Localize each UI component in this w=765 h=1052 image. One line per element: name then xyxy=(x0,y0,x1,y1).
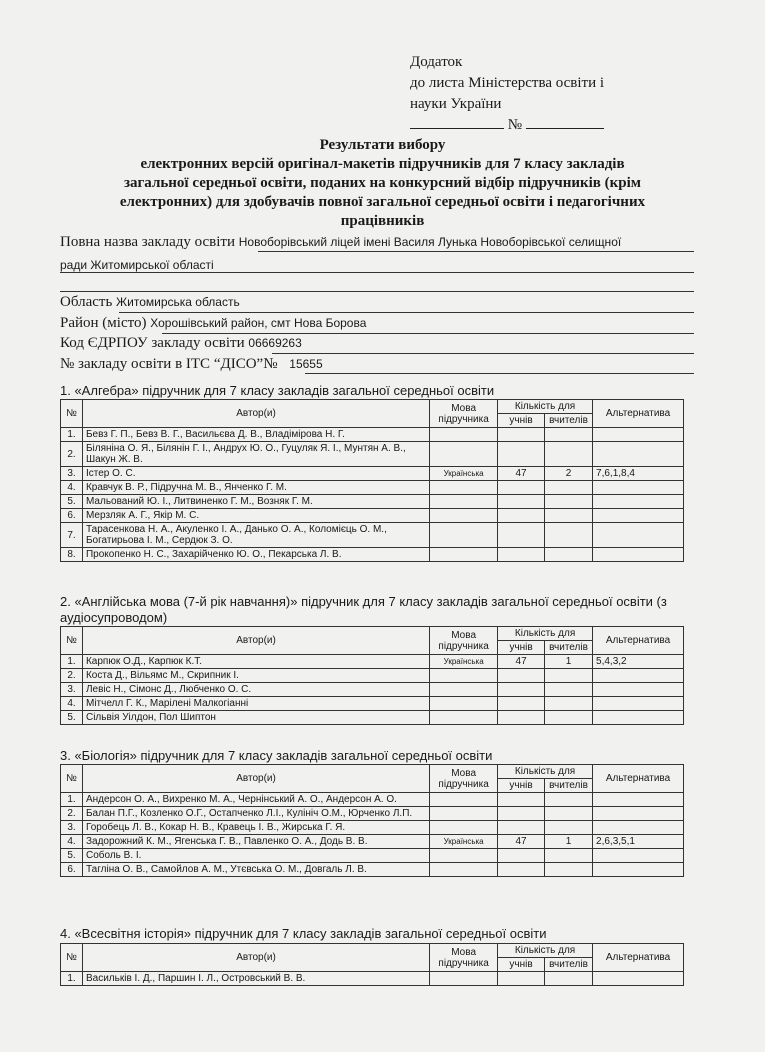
row-teachers xyxy=(545,793,593,807)
row-alternative xyxy=(593,548,684,562)
row-number: 1. xyxy=(61,972,83,986)
itc-field xyxy=(60,356,323,373)
row-authors: Левіс Н., Сімонс Д., Любченко О. С. xyxy=(82,683,429,697)
row-authors: Балан П.Г., Козленко О.Г., Остапченко Л.І., Кулініч О.М., Юрченко Л.П. xyxy=(82,807,429,821)
row-alternative xyxy=(593,509,684,523)
row-alternative xyxy=(593,849,684,863)
table-row xyxy=(61,655,684,669)
table-header-row xyxy=(61,944,684,958)
col-lang-header: Мова підручника xyxy=(430,627,498,655)
addendum-line: науки України xyxy=(410,96,502,112)
row-students xyxy=(498,697,545,711)
col-lang-header: Мова підручника xyxy=(430,400,498,428)
row-students: 47 xyxy=(498,835,545,849)
row-number: 5. xyxy=(61,849,83,863)
row-alternative xyxy=(593,711,684,725)
table-row xyxy=(61,523,684,548)
rayon-field xyxy=(60,315,366,332)
row-teachers xyxy=(545,807,593,821)
table-row xyxy=(61,495,684,509)
row-alternative xyxy=(593,972,684,986)
col-students-header: учнів xyxy=(498,414,545,428)
title-line: електронних) для здобувачів повної загальної середньої освіти і педагогічних xyxy=(119,194,646,210)
row-students xyxy=(498,821,545,835)
row-teachers xyxy=(545,495,593,509)
row-teachers xyxy=(545,523,593,548)
row-authors: Горобець Л. В., Кокар Н. В., Кравець І. В., Жирська Г. Я. xyxy=(82,821,429,835)
row-number: 5. xyxy=(61,495,83,509)
row-number: 1. xyxy=(61,428,83,442)
row-language xyxy=(430,428,498,442)
row-authors: Соболь В. І. xyxy=(82,849,429,863)
field-label: Район (місто) xyxy=(60,315,147,331)
number-sign: № xyxy=(507,117,523,133)
row-alternative xyxy=(593,442,684,467)
row-language xyxy=(430,683,498,697)
row-language xyxy=(430,863,498,877)
table-row xyxy=(61,669,684,683)
table-row xyxy=(61,428,684,442)
school-name-field xyxy=(60,234,621,251)
field-value: Хорошівський район, смт Нова Борова xyxy=(150,316,367,330)
row-students xyxy=(498,683,545,697)
row-alternative xyxy=(593,669,684,683)
row-students xyxy=(498,481,545,495)
col-count-header: Кількість для xyxy=(498,400,593,414)
row-students xyxy=(498,793,545,807)
row-authors: Прокопенко Н. С., Захарійченко Ю. О., Пекарська Л. В. xyxy=(82,548,429,562)
col-count-header: Кількість для xyxy=(498,765,593,779)
row-language: Українська xyxy=(430,835,498,849)
title-line: загальної середньої освіти, поданих на конкурсний відбір підручників (крім xyxy=(123,175,642,191)
row-number: 5. xyxy=(61,711,83,725)
col-author-header: Автор(и) xyxy=(82,627,429,655)
col-students-header: учнів xyxy=(498,958,545,972)
col-teachers-header: вчителів xyxy=(545,641,593,655)
row-authors: Бевз Г. П., Бевз В. Г., Васильєва Д. В., Владімірова Н. Г. xyxy=(82,428,429,442)
row-language xyxy=(430,548,498,562)
col-alt-header: Альтернатива xyxy=(593,627,684,655)
row-authors: Задорожний К. М., Ягенська Г. В., Павленко О. А., Додь В. В. xyxy=(82,835,429,849)
row-language: Українська xyxy=(430,467,498,481)
table-row xyxy=(61,683,684,697)
col-num-header: № xyxy=(61,944,83,972)
row-teachers xyxy=(545,481,593,495)
row-number: 3. xyxy=(61,683,83,697)
col-num-header: № xyxy=(61,765,83,793)
letter-number-line xyxy=(410,116,604,134)
row-authors: Тарасенкова Н. А., Акуленко І. А., Данько О. А., Коломієць О. М., Богатирьова І. М., Сердюк З. О. xyxy=(82,523,429,548)
col-author-header: Автор(и) xyxy=(82,400,429,428)
row-language xyxy=(430,807,498,821)
row-alternative: 5,4,3,2 xyxy=(593,655,684,669)
table-row xyxy=(61,807,684,821)
section-heading: 3. «Біологія» підручник для 7 класу закладів загальної середньої освіти xyxy=(60,748,493,763)
row-authors: Васильків І. Д., Паршин І. Л., Островський В. В. xyxy=(82,972,429,986)
col-teachers-header: вчителів xyxy=(545,414,593,428)
field-value: 15655 xyxy=(289,357,323,371)
row-students xyxy=(498,807,545,821)
row-students xyxy=(498,442,545,467)
row-teachers xyxy=(545,711,593,725)
field-label: № закладу освіти в ІТС “ДІСО”№ xyxy=(60,356,278,372)
table-row xyxy=(61,793,684,807)
row-authors: Мітчелл Г. К., Марілені Малкогіанні xyxy=(82,697,429,711)
col-students-header: учнів xyxy=(498,779,545,793)
addendum-block xyxy=(410,52,604,115)
row-language xyxy=(430,523,498,548)
row-authors: Мальований Ю. І., Литвиненко Г. М., Возняк Г. М. xyxy=(82,495,429,509)
row-number: 4. xyxy=(61,697,83,711)
row-teachers: 1 xyxy=(545,655,593,669)
row-teachers xyxy=(545,428,593,442)
row-alternative: 2,6,3,5,1 xyxy=(593,835,684,849)
edrpou-field xyxy=(60,335,302,352)
field-label: Область xyxy=(60,294,113,310)
row-students: 47 xyxy=(498,655,545,669)
row-authors: Коста Д., Вільямс М., Скрипник І. xyxy=(82,669,429,683)
textbook-table xyxy=(60,943,684,986)
row-authors: Кравчук В. Р., Підручна М. В., Янченко Г. М. xyxy=(82,481,429,495)
field-value: ради Житомирської області xyxy=(60,258,214,272)
row-number: 8. xyxy=(61,548,83,562)
row-authors: Істер О. С. xyxy=(82,467,429,481)
table-header-row xyxy=(61,627,684,641)
row-authors: Білянiна О. Я., Білянін Г. І., Андрух Ю. О., Гуцуляк Я. І., Мунтян А. В., Шакун Ж. В. xyxy=(82,442,429,467)
row-teachers xyxy=(545,849,593,863)
row-teachers xyxy=(545,821,593,835)
row-students xyxy=(498,863,545,877)
table-row xyxy=(61,509,684,523)
table-row xyxy=(61,863,684,877)
col-num-header: № xyxy=(61,627,83,655)
row-number: 4. xyxy=(61,835,83,849)
row-teachers xyxy=(545,683,593,697)
row-students xyxy=(498,711,545,725)
row-teachers xyxy=(545,669,593,683)
title-line: Результати вибору xyxy=(319,137,446,153)
field-label: Код ЄДРПОУ закладу освіти xyxy=(60,335,245,351)
title-line: працівників xyxy=(340,213,425,229)
row-teachers xyxy=(545,863,593,877)
table-row xyxy=(61,481,684,495)
row-teachers xyxy=(545,548,593,562)
addendum-line: до листа Міністерства освіти і xyxy=(410,75,605,91)
row-number: 1. xyxy=(61,793,83,807)
row-language xyxy=(430,697,498,711)
table-row xyxy=(61,697,684,711)
field-value: Новоборівський ліцей імені Василя Лунька Новоборівської селищної xyxy=(238,235,622,249)
table-header-row xyxy=(61,765,684,779)
col-lang-header: Мова підручника xyxy=(430,944,498,972)
field-label: Повна назва закладу освіти xyxy=(60,234,236,250)
row-language: Українська xyxy=(430,655,498,669)
row-language xyxy=(430,442,498,467)
section-heading: 4. «Всесвітня історія» підручник для 7 класу закладів загальної середньої освіти xyxy=(60,926,547,941)
row-alternative xyxy=(593,523,684,548)
table-row xyxy=(61,548,684,562)
section-heading: 2. «Англійська мова (7-й рік навчання)» підручник для 7 класу закладів загальної середньої освіти (з аудіосупроводом) xyxy=(60,594,667,625)
textbook-table xyxy=(60,764,684,877)
row-alternative xyxy=(593,863,684,877)
row-authors: Тагліна О. В., Самойлов А. М., Утєвська О. М., Довгаль Л. В. xyxy=(82,863,429,877)
row-alternative xyxy=(593,428,684,442)
row-teachers xyxy=(545,442,593,467)
row-teachers xyxy=(545,509,593,523)
row-language xyxy=(430,509,498,523)
textbook-table xyxy=(60,399,684,562)
row-authors: Мерзляк А. Г., Якір М. С. xyxy=(82,509,429,523)
col-students-header: учнів xyxy=(498,641,545,655)
row-number: 3. xyxy=(61,821,83,835)
row-alternative xyxy=(593,481,684,495)
textbook-table xyxy=(60,626,684,725)
row-students xyxy=(498,495,545,509)
row-language xyxy=(430,972,498,986)
row-students: 47 xyxy=(498,467,545,481)
row-alternative xyxy=(593,697,684,711)
row-teachers: 1 xyxy=(545,835,593,849)
table-row xyxy=(61,972,684,986)
addendum-line: Додаток xyxy=(410,54,463,70)
row-alternative xyxy=(593,821,684,835)
table-row xyxy=(61,442,684,467)
row-language xyxy=(430,669,498,683)
row-alternative xyxy=(593,495,684,509)
table-row xyxy=(61,835,684,849)
row-language xyxy=(430,711,498,725)
col-num-header: № xyxy=(61,400,83,428)
field-value: Житомирська область xyxy=(116,295,240,309)
row-authors: Андерсон О. А., Вихренко М. А., Чернінський А. О., Андерсон А. О. xyxy=(82,793,429,807)
table-row xyxy=(61,849,684,863)
row-alternative xyxy=(593,793,684,807)
title-line: електронних версій оригінал-макетів підручників для 7 класу закладів xyxy=(140,156,625,172)
table-header-row xyxy=(61,400,684,414)
row-language xyxy=(430,849,498,863)
row-students xyxy=(498,428,545,442)
row-number: 2. xyxy=(61,442,83,467)
col-teachers-header: вчителів xyxy=(545,958,593,972)
row-number: 6. xyxy=(61,509,83,523)
oblast-field xyxy=(60,294,240,311)
row-students xyxy=(498,972,545,986)
col-count-header: Кількість для xyxy=(498,627,593,641)
row-students xyxy=(498,669,545,683)
col-alt-header: Альтернатива xyxy=(593,765,684,793)
row-alternative xyxy=(593,807,684,821)
row-teachers xyxy=(545,972,593,986)
row-alternative xyxy=(593,683,684,697)
row-number: 2. xyxy=(61,807,83,821)
col-count-header: Кількість для xyxy=(498,944,593,958)
row-authors: Карпюк О.Д., Карпюк К.Т. xyxy=(82,655,429,669)
row-number: 3. xyxy=(61,467,83,481)
row-students xyxy=(498,523,545,548)
table-row xyxy=(61,711,684,725)
row-language xyxy=(430,495,498,509)
row-number: 4. xyxy=(61,481,83,495)
row-number: 2. xyxy=(61,669,83,683)
col-alt-header: Альтернатива xyxy=(593,400,684,428)
row-students xyxy=(498,548,545,562)
row-language xyxy=(430,793,498,807)
row-language xyxy=(430,821,498,835)
field-value: 06669263 xyxy=(248,336,302,350)
row-number: 6. xyxy=(61,863,83,877)
row-students xyxy=(498,849,545,863)
section-heading: 1. «Алгебра» підручник для 7 класу закладів загальної середньої освіти xyxy=(60,383,495,398)
document-title xyxy=(60,136,705,231)
row-teachers: 2 xyxy=(545,467,593,481)
row-number: 1. xyxy=(61,655,83,669)
row-number: 7. xyxy=(61,523,83,548)
col-alt-header: Альтернатива xyxy=(593,944,684,972)
col-author-header: Автор(и) xyxy=(82,765,429,793)
row-authors: Сільвія Уілдон, Пол Шиптон xyxy=(82,711,429,725)
col-teachers-header: вчителів xyxy=(545,779,593,793)
table-row xyxy=(61,821,684,835)
col-author-header: Автор(и) xyxy=(82,944,429,972)
row-students xyxy=(498,509,545,523)
table-row xyxy=(61,467,684,481)
row-teachers xyxy=(545,697,593,711)
row-alternative: 7,6,1,8,4 xyxy=(593,467,684,481)
col-lang-header: Мова підручника xyxy=(430,765,498,793)
row-language xyxy=(430,481,498,495)
